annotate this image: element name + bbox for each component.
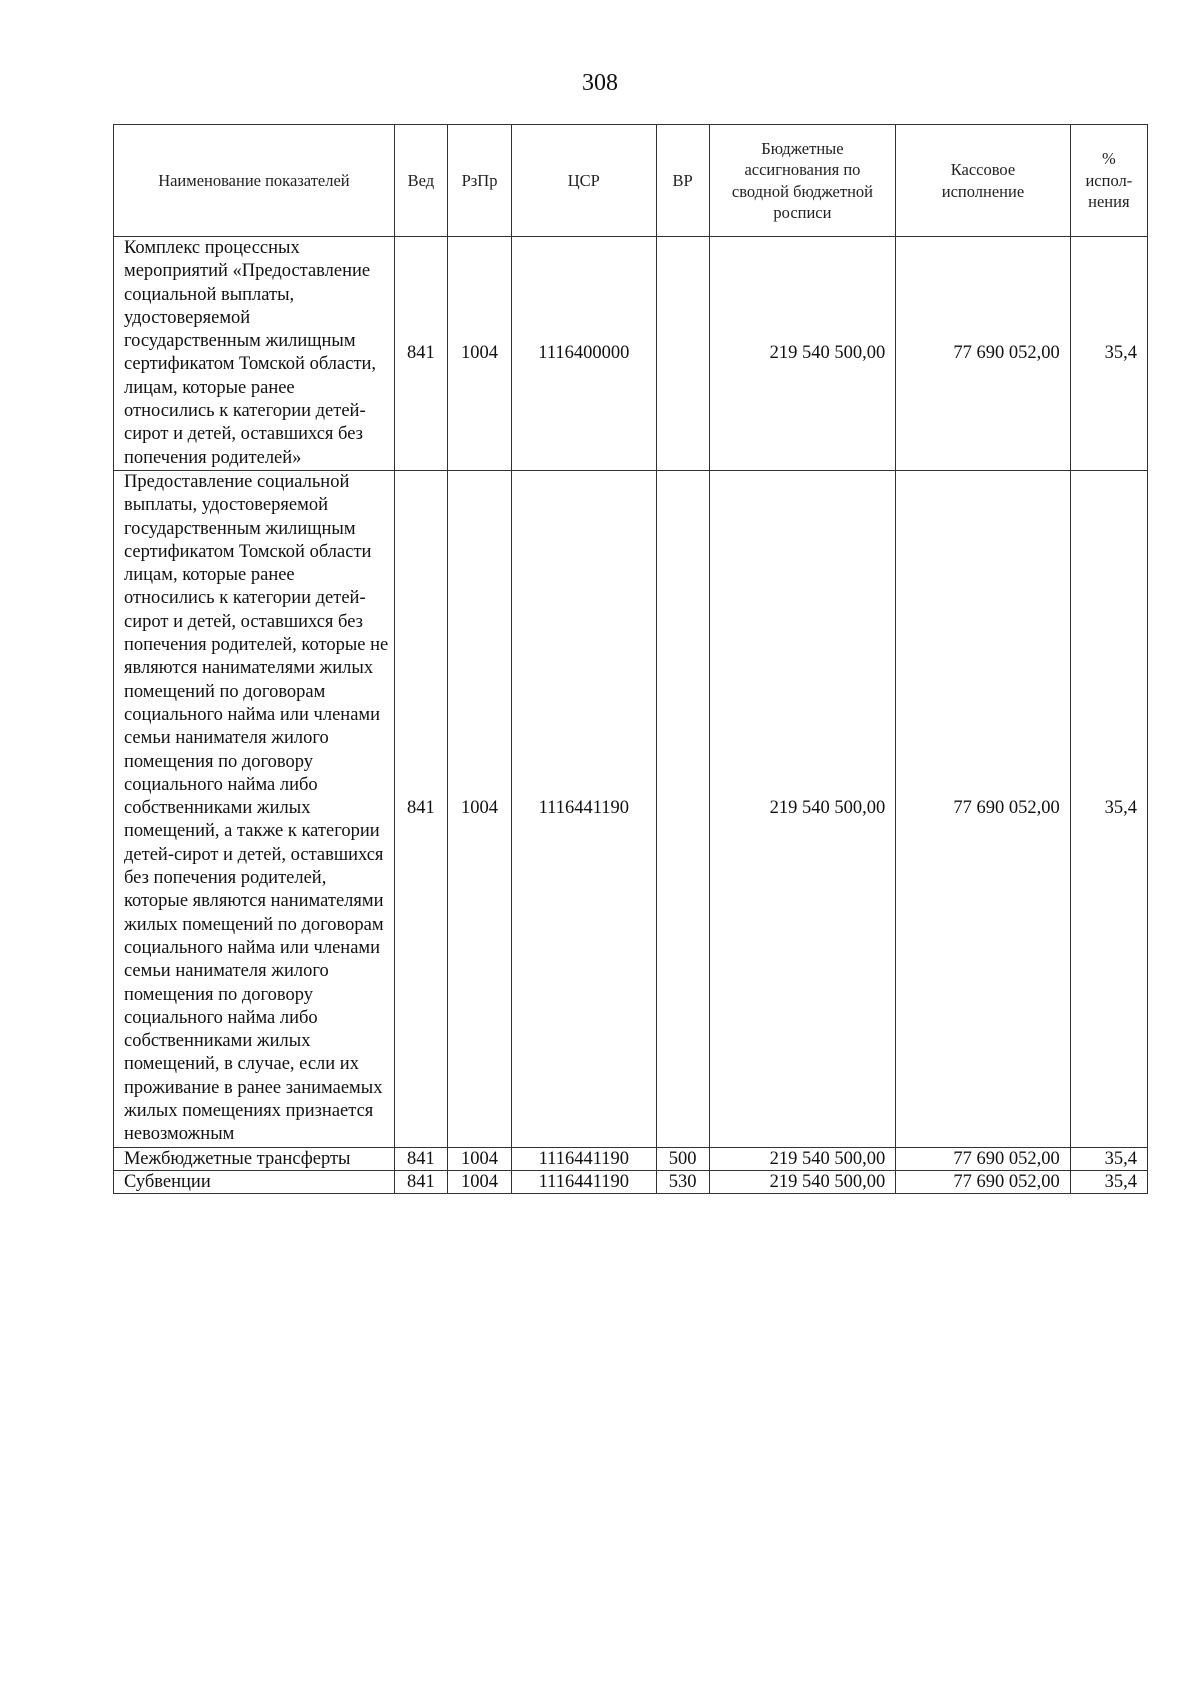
col-header-rzpr: РзПр (447, 125, 511, 237)
row-ved: 841 (394, 1170, 447, 1193)
row-csr: 1116441190 (512, 470, 656, 1147)
row-csr: 1116400000 (512, 237, 656, 471)
row-rzpr: 1004 (447, 470, 511, 1147)
row-vr (656, 237, 709, 471)
row-rzpr: 1004 (447, 1147, 511, 1170)
page-number: 308 (582, 70, 618, 96)
row-cash: 77 690 052,00 (896, 470, 1071, 1147)
row-csr: 1116441190 (512, 1170, 656, 1193)
row-percent: 35,4 (1070, 1170, 1147, 1193)
table-row (114, 470, 1148, 1147)
col-header-percent: % испол-нения (1070, 125, 1147, 237)
col-header-csr: ЦСР (512, 125, 656, 237)
row-name: Межбюджетные трансферты (114, 1147, 395, 1170)
row-percent: 35,4 (1070, 470, 1147, 1147)
row-ved: 841 (394, 470, 447, 1147)
table-header-row (114, 125, 1148, 237)
table-row (114, 1170, 1148, 1193)
col-header-ved: Вед (394, 125, 447, 237)
row-budget: 219 540 500,00 (709, 237, 896, 471)
row-percent: 35,4 (1070, 237, 1147, 471)
row-budget: 219 540 500,00 (709, 1147, 896, 1170)
row-vr (656, 470, 709, 1147)
row-rzpr: 1004 (447, 237, 511, 471)
row-ved: 841 (394, 237, 447, 471)
row-vr: 530 (656, 1170, 709, 1193)
col-header-cash: Кассовое исполнение (896, 125, 1071, 237)
row-ved: 841 (394, 1147, 447, 1170)
row-csr: 1116441190 (512, 1147, 656, 1170)
row-cash: 77 690 052,00 (896, 237, 1071, 471)
row-name: Комплекс процессных мероприятий «Предоставление социальной выплаты, удостоверяемой государственным жилищным сертификатом Томской области, лицам, которые ранее относились к категории детей-сирот и детей, оставшихся без попечения родителей» (114, 237, 395, 471)
col-header-vr: ВР (656, 125, 709, 237)
row-budget: 219 540 500,00 (709, 470, 896, 1147)
row-name: Субвенции (114, 1170, 395, 1193)
row-cash: 77 690 052,00 (896, 1170, 1071, 1193)
row-percent: 35,4 (1070, 1147, 1147, 1170)
row-rzpr: 1004 (447, 1170, 511, 1193)
col-header-name: Наименование показателей (114, 125, 395, 237)
table-row (114, 237, 1148, 471)
col-header-budget: Бюджетные ассигнования по сводной бюджетной росписи (709, 125, 896, 237)
budget-table (113, 124, 1148, 1194)
row-vr: 500 (656, 1147, 709, 1170)
row-cash: 77 690 052,00 (896, 1147, 1071, 1170)
row-name: Предоставление социальной выплаты, удостоверяемой государственным жилищным сертификатом Томской области лицам, которые ранее относились к категории детей-сирот и детей, оставшихся без попечения родителей, которые не являются нанимателями жилых помещений по договорам социального найма или членами семьи нанимателя жилого помещения по договору социального найма либо собственниками жилых помещений, а также к категории детей-сирот и детей, оставшихся без попечения родителей, которые являются нанимателями жилых помещений по договорам социального найма или членами семьи нанимателя жилого помещения по договору социального найма либо собственниками жилых помещений, в случае, если их проживание в ранее занимаемых жилых помещениях признается невозможным (114, 470, 395, 1147)
table-row (114, 1147, 1148, 1170)
row-budget: 219 540 500,00 (709, 1170, 896, 1193)
